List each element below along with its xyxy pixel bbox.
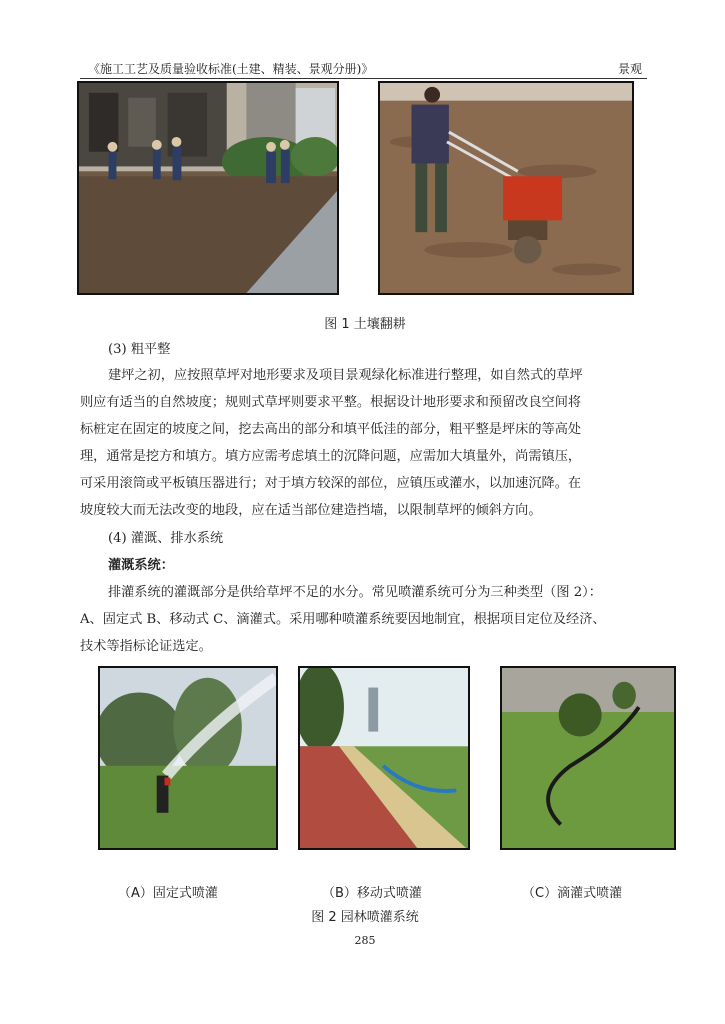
- mobile-sprinkler-photo: [298, 666, 470, 850]
- figure-2-subcaption-c: （C）滴灌式喷灌: [522, 886, 623, 901]
- paragraph-3-line: 建坪之初，应按照草坪对地形要求及项目景观绿化标准进行整理，如自然式的草坪: [108, 368, 583, 383]
- figure-2-subcaption-b: （B）移动式喷灌: [322, 886, 422, 901]
- paragraph-3-line: 标桩定在固定的坡度之间，挖去高出的部分和填平低洼的部分，粗平整是坪床的等高处: [80, 422, 582, 437]
- document-header-section: 景观: [618, 62, 643, 76]
- section-heading-3: (3) 粗平整: [108, 342, 171, 357]
- drip-irrigation-photo: [500, 666, 676, 850]
- figure-2-caption: 图 2 园林喷灌系统: [311, 910, 419, 925]
- document-header-title: 《施工工艺及质量验收标准(土建、精装、景观分册)》: [88, 62, 374, 76]
- page-number: 285: [354, 934, 376, 947]
- paragraph-3-line: 理，通常是挖方和填方。填方应需考虑填土的沉降问题，应需加大填量外，尚需镇压，: [80, 449, 582, 464]
- paragraph-3-line: 坡度较大而无法改变的地段，应在适当部位建造挡墙，以限制草坪的倾斜方向。: [80, 503, 542, 518]
- rototiller-farmer-photo: [378, 81, 634, 295]
- paragraph-4-line: A、固定式 B、移动式 C、滴灌式。采用哪种喷灌系统要因地制宜，根据项目定位及经济、: [80, 612, 606, 627]
- fixed-sprinkler-photo: [98, 666, 278, 850]
- paragraph-4-line: 技术等指标论证选定。: [80, 639, 212, 654]
- paragraph-3-line: 则应有适当的自然坡度；规则式草坪则要求平整。根据设计地形要求和预留改良空间将: [80, 395, 582, 410]
- section-heading-4: (4) 灌溉、排水系统: [108, 531, 224, 546]
- figure-2-subcaption-a: （A）固定式喷灌: [118, 886, 218, 901]
- figure-1-caption: 图 1 土壤翻耕: [324, 317, 406, 332]
- soil-tilling-workers-photo: [77, 81, 339, 295]
- irrigation-subheading: 灌溉系统：: [108, 558, 174, 573]
- paragraph-4-line: 排灌系统的灌溉部分是供给草坪不足的水分。常见喷灌系统可分为三种类型（图 2）：: [108, 585, 602, 600]
- header-rule: [80, 78, 647, 79]
- paragraph-3-line: 可采用滚筒或平板镇压器进行；对于填方较深的部位，应镇压或灌水，以加速沉降。在: [80, 476, 582, 491]
